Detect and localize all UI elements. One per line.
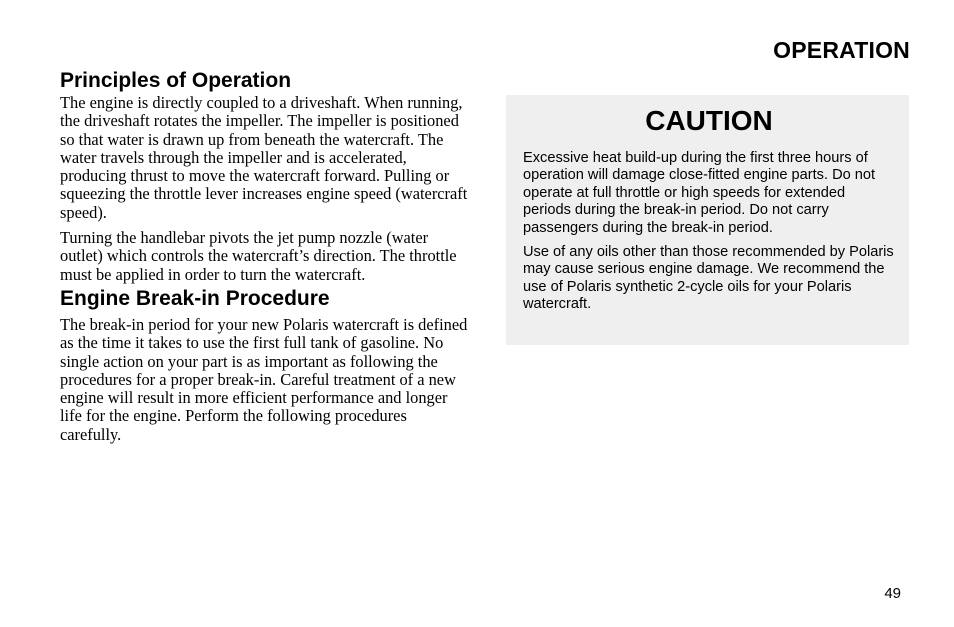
principles-paragraph-2: Turning the handlebar pivots the jet pump nozzle (water outlet) which controls the watercraft’s direction. The throttle must be applied in order to turn the watercraft. bbox=[60, 228, 457, 284]
caution-box bbox=[506, 95, 909, 345]
principles-paragraph-1: The engine is directly coupled to a driveshaft. When running, the driveshaft rotates the impeller. The impeller is positioned so that water is drawn up from beneath the watercraft. The water travels through the impeller and is accelerated, producing thrust to move the watercraft forward. Pulling or squeezing the throttle lever increases engine speed (watercraft speed). bbox=[60, 93, 468, 222]
page-number: 49 bbox=[884, 585, 901, 602]
caution-paragraph-1: Excessive heat build-up during the first three hours of operation will damage close-fitted engine parts. Do not operate at full throttle or high speeds for extended periods during the break-in period. Do not carry passengers during the break-in period. bbox=[523, 150, 876, 236]
breakin-paragraph: The break-in period for your new Polaris watercraft is defined as the time it takes to use the first full tank of gasoline. No single action on your part is as important as following the procedures for a proper break-in. Careful treatment of a new engine will result in more efficient performance and longer life for the engine. Perform the following procedures carefully. bbox=[60, 314, 468, 444]
main-text-column bbox=[60, 68, 470, 444]
caution-paragraph-2: Use of any oils other than those recommended by Polaris may cause serious engine damage. We recommend the use of Polaris synthetic 2-cycle oils for your Polaris watercraft. bbox=[523, 244, 894, 313]
breakin-heading: Engine Break-in Procedure bbox=[60, 286, 330, 310]
section-header: OPERATION bbox=[773, 37, 910, 63]
principles-heading: Principles of Operation bbox=[60, 69, 292, 92]
caution-title: CAUTION bbox=[645, 105, 773, 136]
